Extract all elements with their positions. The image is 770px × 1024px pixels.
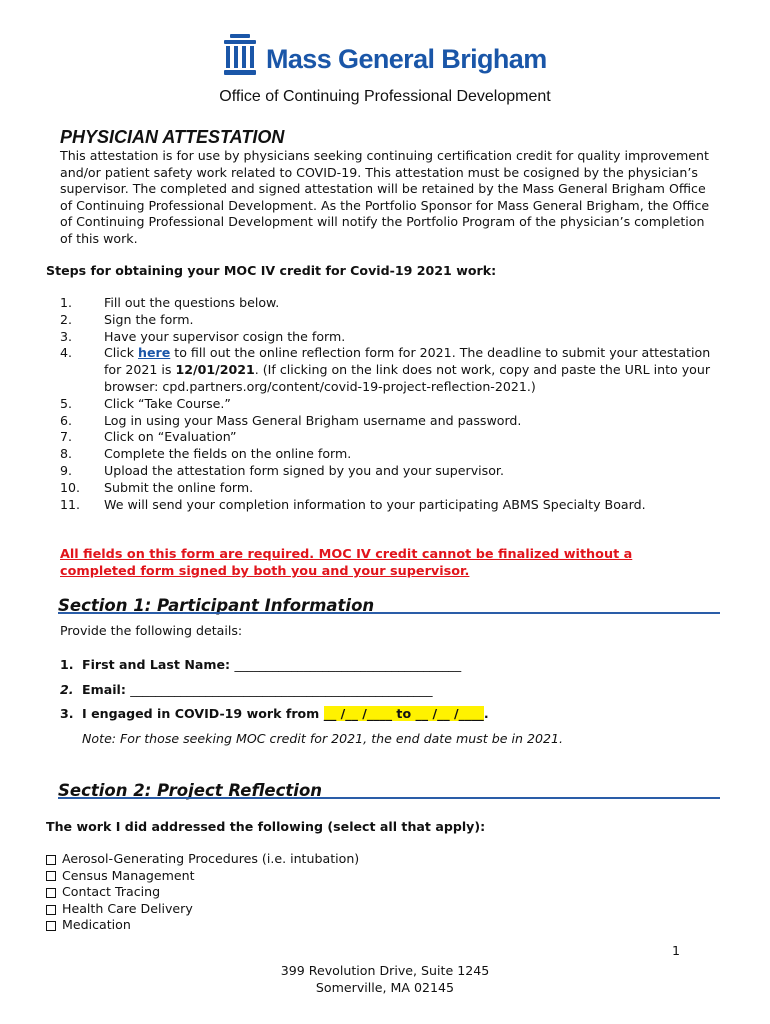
name-blank[interactable]: ____________________________________ [234,657,462,672]
email-field[interactable]: 2. Email: ________________________________________________ [60,682,433,697]
section1-rule [58,612,720,614]
step-item: 1. Fill out the questions below. [60,295,280,310]
page-number: 1 [672,943,681,958]
checklist-item[interactable]: Census Management [46,868,359,885]
step-item: 9. Upload the attestation form signed by you and your supervisor. [60,462,504,478]
footer-address: 399 Revolution Drive, Suite 1245 Somerville, MA 02145 [280,963,490,995]
checklist-item[interactable]: Aerosol-Generating Procedures (i.e. intubation) [46,851,359,868]
step-item: 2. Sign the form. [60,311,194,327]
step-item: 10. Submit the online form. [60,479,254,495]
section1-title: Section 1: Participant Information [58,596,375,615]
step-item: 3. Have your supervisor cosign the form. [60,328,346,344]
work-checklist [46,851,359,934]
brand-name: Mass General Brigham [266,44,547,74]
section2-rule [58,797,720,799]
covid-work-dates-field[interactable]: 3. I engaged in COVID-19 work from __ /__ /____ to __ /__ /____. [60,706,489,721]
checkbox[interactable] [46,921,56,931]
reflection-form-link[interactable]: here [138,345,171,361]
section1-note: Note: For those seeking MOC credit for 2021, the end date must be in 2021. [82,731,564,746]
attestation-title: PHYSICIAN ATTESTATION [60,127,285,147]
section2-title: Section 2: Project Reflection [58,781,323,800]
steps-heading: Steps for obtaining your MOC IV credit for Covid-19 2021 work: [46,263,497,278]
step-item: 4. Click here to fill out the online reflection form for 2021. The deadline to submit your attestation for 2021 is 12/01/2021. (If clicking on the link does not work, copy and paste the URL into your browser: cpd.partners.org/content/covid-19-project-reflection-2021.) [60,345,711,394]
section2-heading: The work I did addressed the following (select all that apply): [46,819,486,834]
checklist-item[interactable]: Contact Tracing [46,884,359,901]
hospital-building-icon [224,34,256,75]
name-field[interactable]: 1. First and Last Name: ____________________________________ [60,657,462,672]
step-item: 5. Click “Take Course.” [60,395,231,411]
checkbox[interactable] [46,888,56,898]
attestation-intro: This attestation is for use by physicians seeking continuing certification credit for quality improvement and/or patient safety work related to COVID-19. This attestation must be cosigned by the physician’s supervisor. The completed and signed attestation will be retained by the Mass General Brigham Office of Continuing Professional Development. As the Portfolio Sponsor for Mass General Brigham, the Office of Continuing Professional Development will notify the Portfolio Program of the physician’s completion of this work. [60,148,710,246]
section1-instructions: Provide the following details: [60,623,243,638]
step-item: 11. We will send your completion information to your participating ABMS Specialty Board. [60,496,646,512]
step-item: 8. Complete the fields on the online form. [60,446,352,462]
step-item: 6. Log in using your Mass General Brigham username and password. [60,412,522,428]
required-notice: All fields on this form are required. MOC IV credit cannot be finalized without a completed form signed by both you and your supervisor. [60,547,633,579]
checkbox[interactable] [46,855,56,865]
step-item: 7. Click on “Evaluation” [60,429,237,445]
checkbox[interactable] [46,905,56,915]
deadline-date: 12/01/2021 [175,362,255,378]
steps-list [60,295,720,513]
checkbox[interactable] [46,871,56,881]
date-range-blank[interactable]: __ /__ /____ to __ /__ /____ [323,706,484,721]
checklist-item[interactable]: Health Care Delivery [46,901,359,918]
checklist-item[interactable]: Medication [46,917,359,934]
office-name: Office of Continuing Professional Development [219,88,551,105]
email-blank[interactable]: ________________________________________________ [130,682,433,697]
